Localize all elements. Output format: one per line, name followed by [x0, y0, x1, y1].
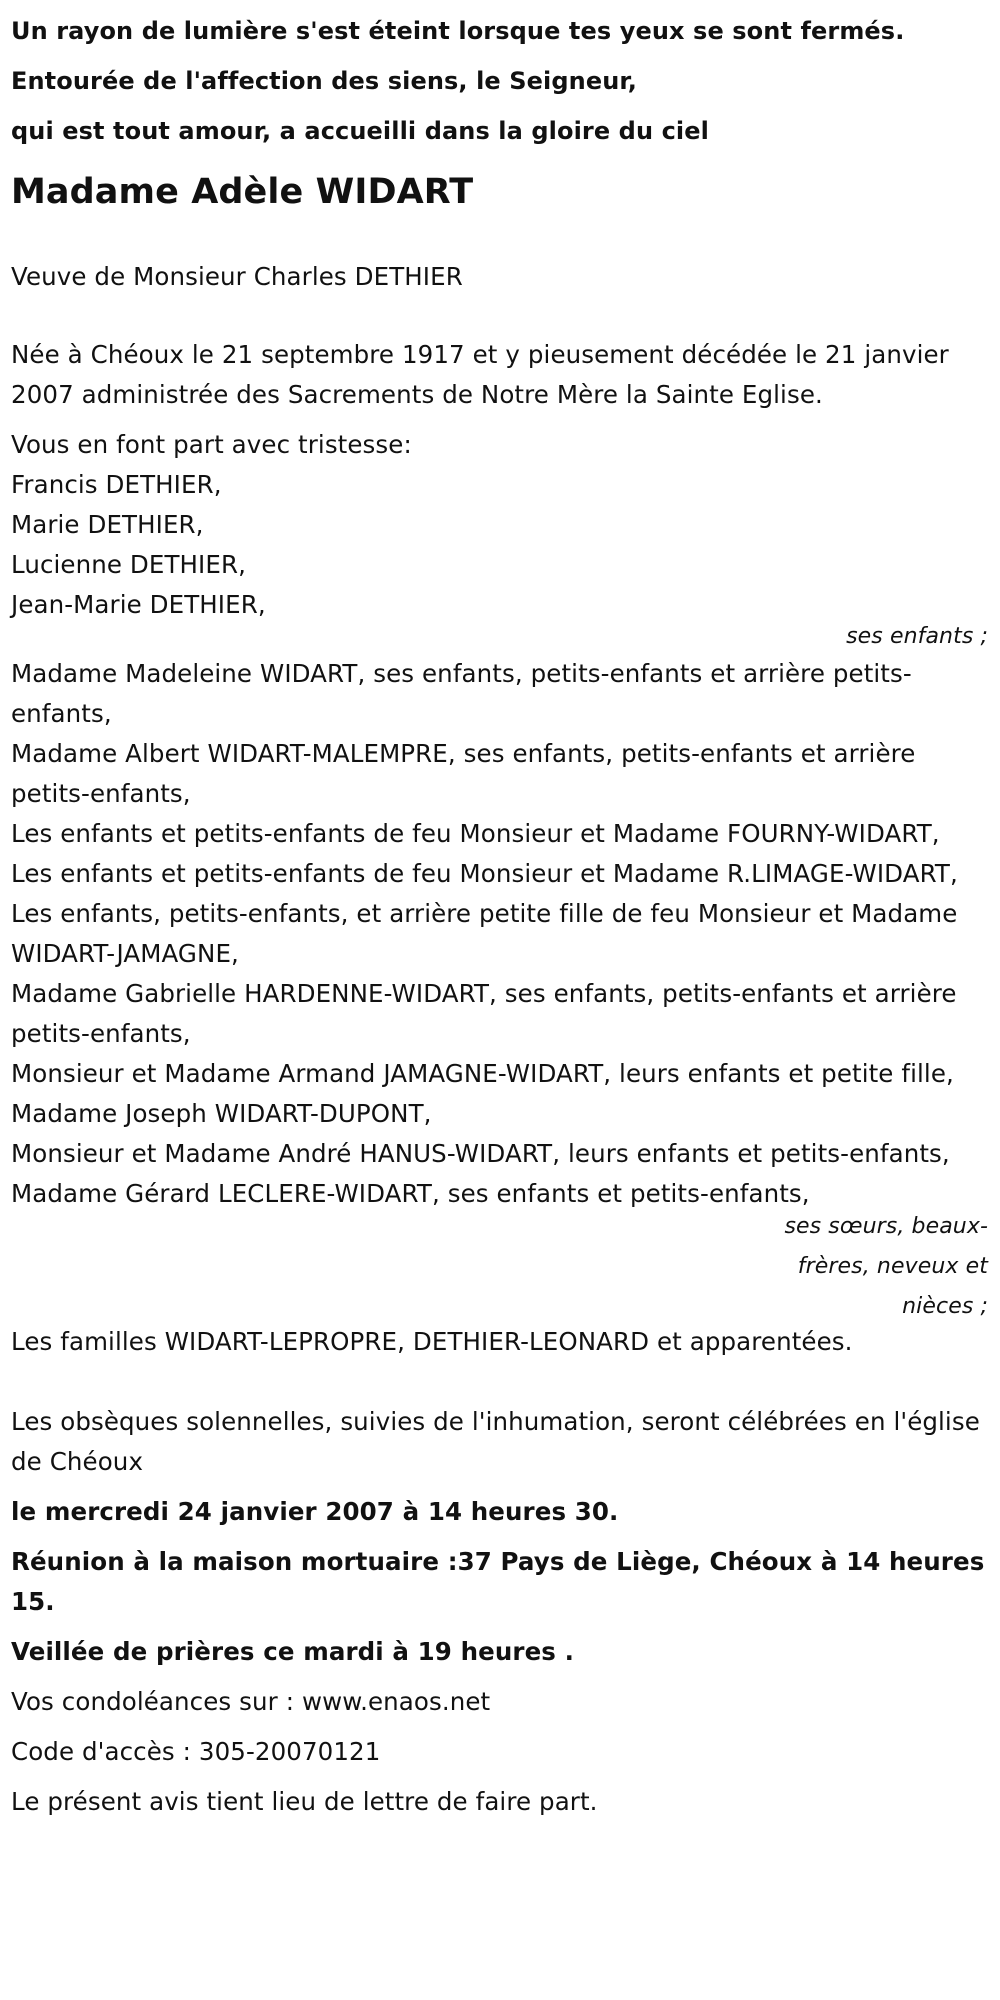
relative-entry: Les enfants et petits-enfants de feu Monsieur et Madame R.LIMAGE-WIDART, [11, 859, 958, 888]
deceased-name: Madame Adèle WIDART [11, 172, 474, 212]
families-line: Les familles WIDART-LEPROPRE, DETHIER-LEONARD et apparentées. [11, 1327, 853, 1356]
relative-entry: Monsieur et Madame Armand JAMAGNE-WIDART, leurs enfants et petite fille, [11, 1059, 954, 1088]
announcement-line: Vous en font part avec tristesse: [11, 430, 412, 459]
child-entry: Lucienne DETHIER, [11, 550, 246, 579]
intro-line-2: Entourée de l'affection des siens, le Seigneur, [11, 67, 638, 95]
children-role: ses enfants ; [846, 624, 988, 649]
relative-entry: Madame Joseph WIDART-DUPONT, [11, 1099, 432, 1128]
relatives-list [11, 654, 990, 1214]
vigil-details: Veillée de prières ce mardi à 19 heures . [11, 1637, 575, 1666]
relative-entry: Madame Gabrielle HARDENNE-WIDART, ses enfants, petits-enfants et arrière petits-enfants, [11, 979, 957, 1048]
closing-note: Le présent avis tient lieu de lettre de faire part. [11, 1787, 598, 1816]
relative-entry: Les enfants, petits-enfants, et arrière petite fille de feu Monsieur et Madame WIDART-JAMAGNE, [11, 899, 958, 968]
relative-entry: Les enfants et petits-enfants de feu Monsieur et Madame FOURNY-WIDART, [11, 819, 940, 848]
relative-entry: Madame Gérard LECLERE-WIDART, ses enfants et petits-enfants, [11, 1179, 810, 1208]
children-list [11, 465, 990, 625]
spouse-line: Veuve de Monsieur Charles DETHIER [11, 262, 463, 291]
relative-entry: Madame Madeleine WIDART, ses enfants, petits-enfants et arrière petits-enfants, [11, 659, 912, 728]
child-entry: Marie DETHIER, [11, 510, 204, 539]
birth-death-paragraph: Née à Chéoux le 21 septembre 1917 et y pieusement décédée le 21 janvier 2007 administrée des Sacrements de Notre Mère la Sainte Eglise. [11, 340, 949, 409]
child-entry: Francis DETHIER, [11, 470, 222, 499]
funeral-paragraph: Les obsèques solennelles, suivies de l'inhumation, seront célébrées en l'église de Chéoux [11, 1407, 980, 1476]
relative-entry: Madame Albert WIDART-MALEMPRE, ses enfants, petits-enfants et arrière petits-enfants, [11, 739, 916, 808]
relative-entry: Monsieur et Madame André HANUS-WIDART, leurs enfants et petits-enfants, [11, 1139, 950, 1168]
funeral-date: le mercredi 24 janvier 2007 à 14 heures 30. [11, 1497, 619, 1526]
intro-line-1: Un rayon de lumière s'est éteint lorsque tes yeux se sont fermés. [11, 17, 905, 45]
condolences-line: Vos condoléances sur : www.enaos.net [11, 1687, 491, 1716]
meeting-details: Réunion à la maison mortuaire :37 Pays de Liège, Chéoux à 14 heures 15. [11, 1547, 985, 1616]
access-code: Code d'accès : 305-20070121 [11, 1737, 381, 1766]
siblings-role: ses sœurs, beaux-frères, neveux et nièces ; [784, 1214, 988, 1319]
intro-line-3: qui est tout amour, a accueilli dans la gloire du ciel [11, 117, 709, 145]
intro-verse [11, 6, 990, 156]
child-entry: Jean-Marie DETHIER, [11, 590, 266, 619]
